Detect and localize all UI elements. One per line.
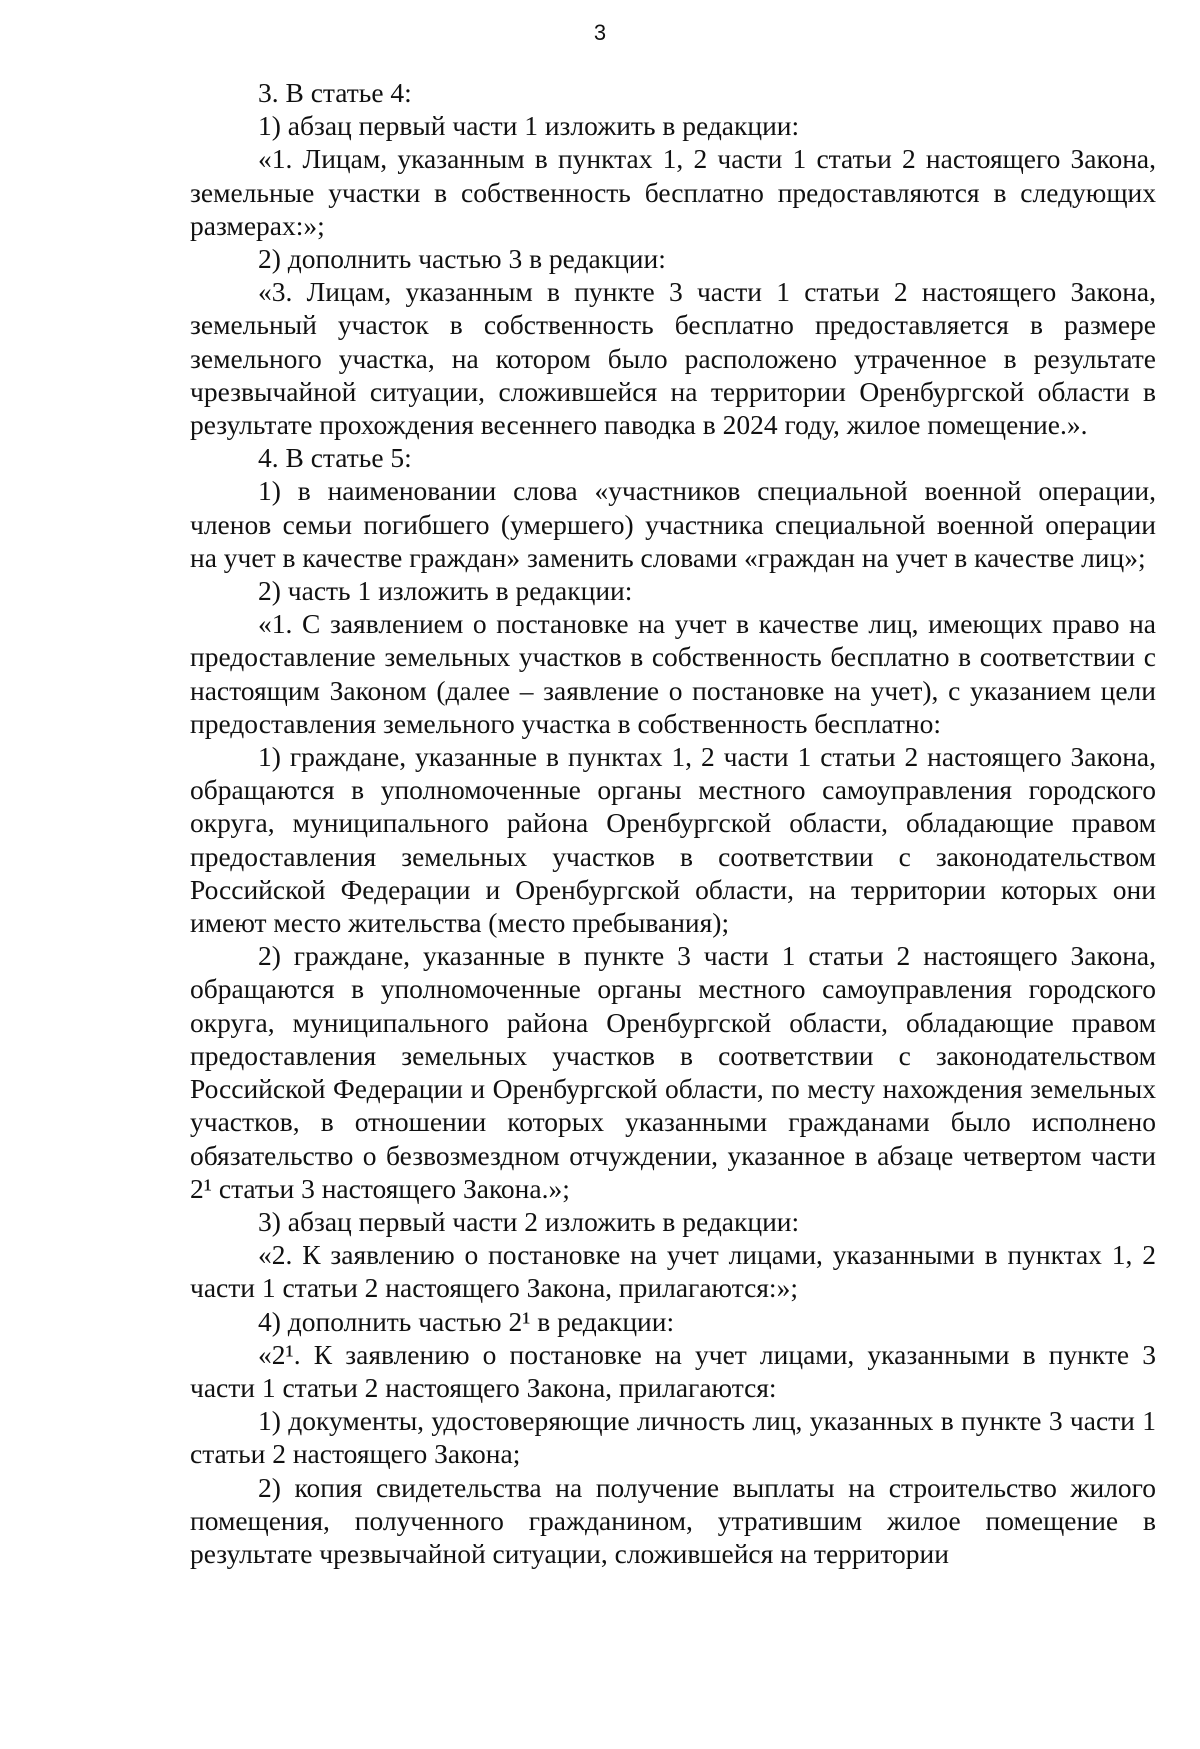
paragraph: 4) дополнить частью 2¹ в редакции: [258, 1305, 675, 1337]
paragraph: 2) копия свидетельства на получение выплаты на строительство жилого помещения, полученного гражданином, утратившим жилое помещение в результате чрезвычайной ситуации, сложившейся на территории [190, 1471, 1156, 1569]
page-number: 3 [593, 20, 607, 45]
paragraph: «2¹. К заявлению о постановке на учет лицами, указанными в пункте 3 части 1 статьи 2 настоящего Закона, прилагаются: [190, 1338, 1156, 1403]
paragraph: 2) граждане, указанные в пункте 3 части 1 статьи 2 настоящего Закона, обращаются в уполномоченные органы местного самоуправления городского округа, муниципального района Оренбургской области, обладающие правом предоставления земельных участков в соответствии с законодательством Российской Федерации и Оренбургской области, по месту нахождения земельных участков, в отношении которых указанными гражданами было исполнено обязательство о безвозмездном отчуждении, указанное в абзаце четвертом части 2¹ статьи 3 настоящего Закона.»; [190, 940, 1156, 1204]
document-body [190, 76, 1156, 1570]
paragraph: «1. Лицам, указанным в пунктах 1, 2 части 1 статьи 2 настоящего Закона, земельные участки в собственность бесплатно предоставляются в следующих размерах:»; [190, 143, 1156, 241]
paragraph: 1) в наименовании слова «участников специальной военной операции, членов семьи погибшего (умершего) участника специальной военной операции на учет в качестве граждан» заменить словами «граждан на учет в качестве лиц»; [190, 475, 1156, 573]
paragraph: 2) часть 1 изложить в редакции: [258, 575, 633, 607]
paragraph: 3) абзац первый части 2 изложить в редакции: [258, 1205, 800, 1237]
paragraph: 2) дополнить частью 3 в редакции: [258, 243, 666, 275]
paragraph: «1. С заявлением о постановке на учет в качестве лиц, имеющих право на предоставление земельных участков в собственность бесплатно в соответствии с настоящим Законом (далее – заявление о постановке на учет), с указанием цели предоставления земельного участка в собственность бесплатно: [190, 608, 1156, 739]
paragraph: 1) документы, удостоверяющие личность лиц, указанных в пункте 3 части 1 статьи 2 настоящего Закона; [190, 1405, 1156, 1470]
paragraph: 1) абзац первый части 1 изложить в редакции: [258, 110, 800, 142]
paragraph: 1) граждане, указанные в пунктах 1, 2 части 1 статьи 2 настоящего Закона, обращаются в уполномоченные органы местного самоуправления городского округа, муниципального района Оренбургской области, обладающие правом предоставления земельных участков в соответствии с законодательством Российской Федерации и Оренбургской области, на территории которых они имеют место жительства (место пребывания); [190, 741, 1156, 939]
paragraph-article-5-heading: 4. В статье 5: [258, 442, 412, 474]
paragraph: «2. К заявлению о постановке на учет лицами, указанными в пунктах 1, 2 части 1 статьи 2 настоящего Закона, прилагаются:»; [190, 1239, 1156, 1304]
paragraph: «3. Лицам, указанным в пункте 3 части 1 статьи 2 настоящего Закона, земельный участок в собственность бесплатно предоставляется в размере земельного участка, на котором было расположено утраченное в результате чрезвычайной ситуации, сложившейся на территории Оренбургской области в результате прохождения весеннего паводка в 2024 году, жилое помещение.». [190, 276, 1156, 441]
paragraph-article-4-heading: 3. В статье 4: [258, 77, 412, 108]
